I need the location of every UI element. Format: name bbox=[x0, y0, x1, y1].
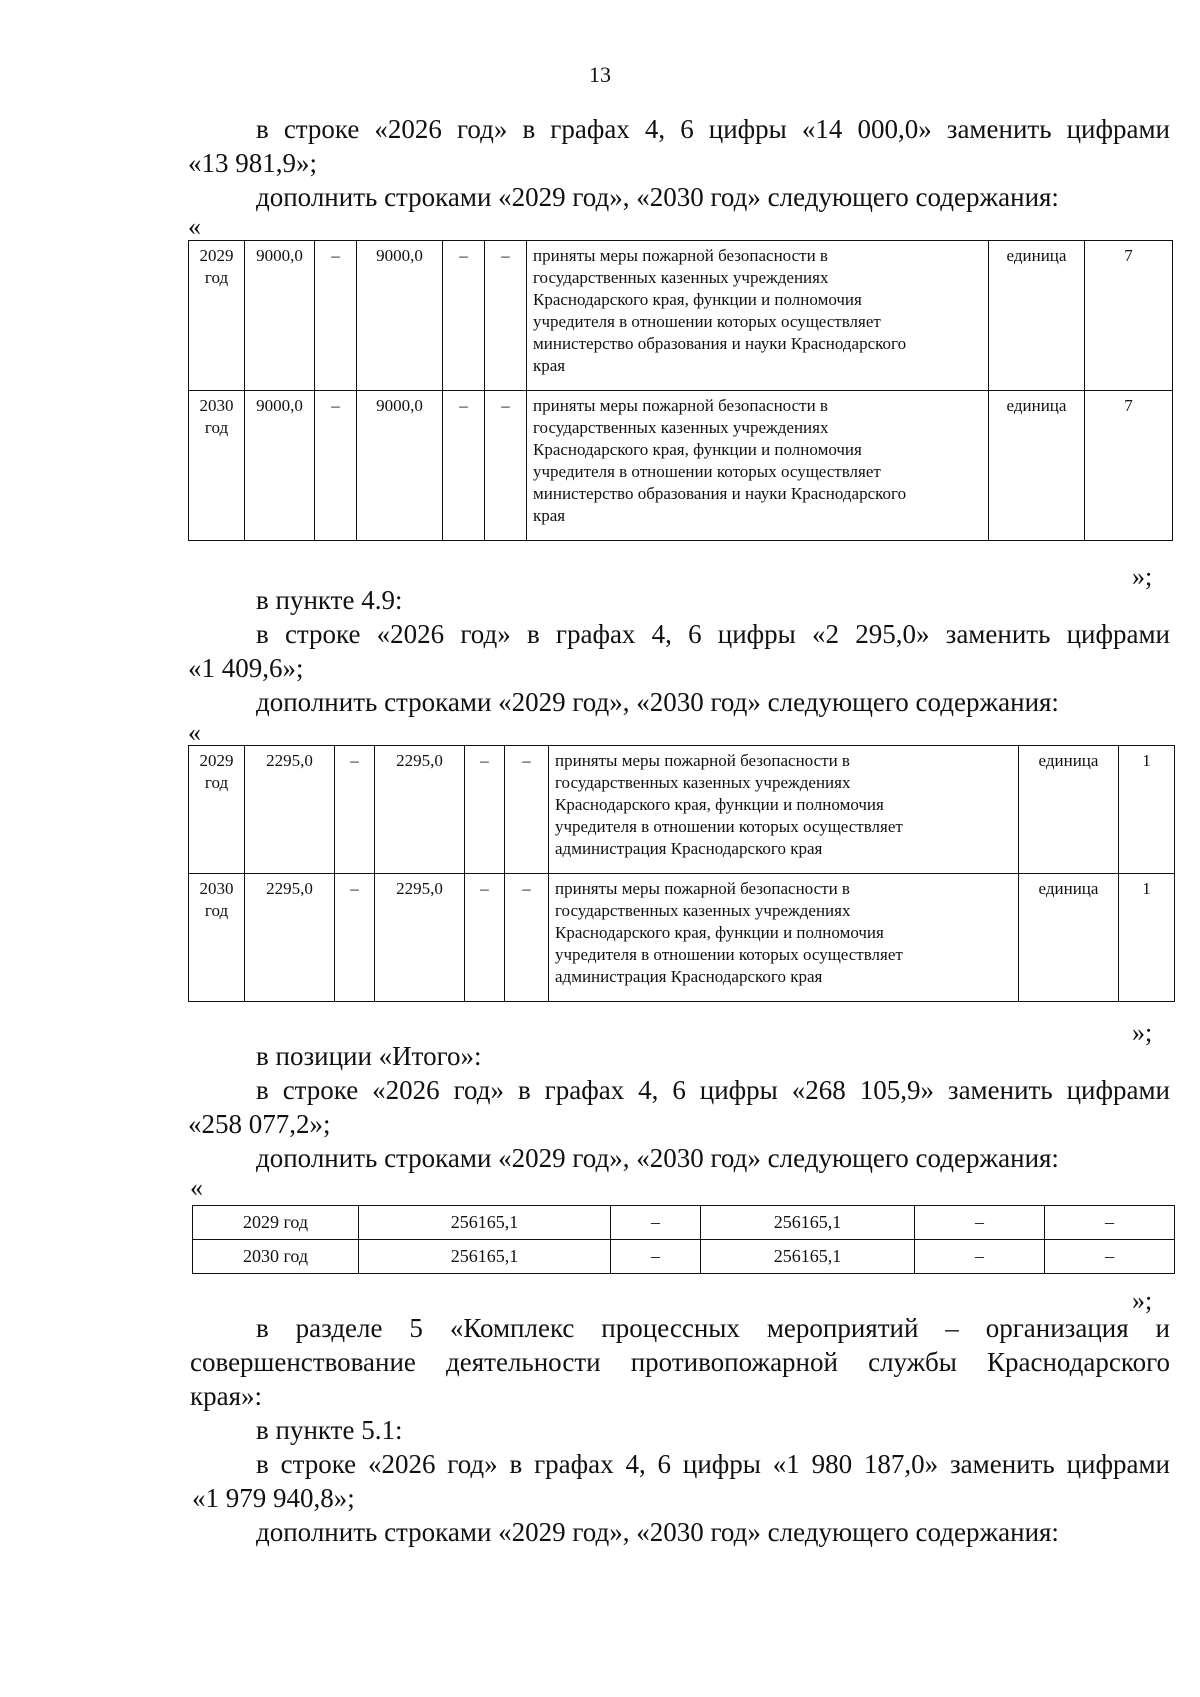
total-cell: 2295,0 bbox=[245, 746, 335, 874]
measure-cell: единица bbox=[1019, 746, 1119, 874]
cell: – bbox=[611, 1206, 701, 1240]
value-cell: 7 bbox=[1085, 391, 1173, 541]
paragraph-line: «1 409,6»; bbox=[188, 653, 304, 683]
total-cell: 2295,0 bbox=[245, 874, 335, 1002]
total-cell: 9000,0 bbox=[245, 241, 315, 391]
cell: 256165,1 bbox=[701, 1240, 915, 1274]
quote-open: « bbox=[188, 212, 201, 241]
paragraph-line: дополнить строками «2029 год», «2030 год» следующего содержания: bbox=[256, 687, 1059, 717]
table-row bbox=[189, 746, 1175, 874]
page-number: 13 bbox=[589, 62, 611, 87]
quote-close: »; bbox=[1132, 1018, 1153, 1047]
table-row bbox=[193, 1240, 1175, 1274]
paragraph-line: дополнить строками «2029 год», «2030 год» следующего содержания: bbox=[256, 1517, 1059, 1547]
value-cell: 1 bbox=[1119, 746, 1175, 874]
table-fire-safety-education bbox=[188, 240, 1173, 541]
year-cell: 2029 год bbox=[189, 746, 245, 874]
cell: 2295,0 bbox=[375, 874, 465, 1002]
table-totals bbox=[192, 1205, 1175, 1274]
measure-cell: единица bbox=[989, 391, 1085, 541]
table-row bbox=[189, 391, 1173, 541]
year-cell: 2029 год bbox=[193, 1206, 359, 1240]
cell: – bbox=[505, 746, 549, 874]
paragraph-line: «258 077,2»; bbox=[188, 1109, 331, 1139]
measure-cell: единица bbox=[1019, 874, 1119, 1002]
cell: – bbox=[505, 874, 549, 1002]
cell: – bbox=[915, 1206, 1045, 1240]
value-cell: 1 bbox=[1119, 874, 1175, 1002]
paragraph-line: «13 981,9»; bbox=[188, 148, 318, 178]
quote-close: »; bbox=[1132, 562, 1153, 591]
quote-open: « bbox=[190, 1173, 203, 1202]
paragraph-line: «1 979 940,8»; bbox=[192, 1483, 355, 1513]
cell: 256165,1 bbox=[701, 1206, 915, 1240]
year-cell: 2030 год bbox=[193, 1240, 359, 1274]
quote-open: « bbox=[188, 718, 201, 747]
paragraph-line: в строке «2026 год» в графах 4, 6 цифры «268 105,9» заменить цифрами bbox=[256, 1075, 1170, 1105]
paragraph-line: в строке «2026 год» в графах 4, 6 цифры «1 980 187,0» заменить цифрами bbox=[256, 1449, 1170, 1479]
cell: 9000,0 bbox=[357, 241, 443, 391]
year-cell: 2029 год bbox=[189, 241, 245, 391]
table-fire-safety-administration bbox=[188, 745, 1175, 1002]
cell: – bbox=[1045, 1240, 1175, 1274]
paragraph-line: в пункте 5.1: bbox=[256, 1415, 403, 1445]
cell: – bbox=[485, 391, 527, 541]
cell: 9000,0 bbox=[357, 391, 443, 541]
table-row bbox=[189, 241, 1173, 391]
description-cell: приняты меры пожарной безопасности в государственных казенных учреждениях Краснодарского края, функции и полномочия учредителя в отношении которых осуществляет администрация Краснодарского края bbox=[549, 874, 1019, 1002]
year-cell: 2030 год bbox=[189, 874, 245, 1002]
paragraph-line: в строке «2026 год» в графах 4, 6 цифры «2 295,0» заменить цифрами bbox=[256, 619, 1170, 649]
paragraph-line: в позиции «Итого»: bbox=[256, 1041, 482, 1071]
table-row bbox=[193, 1206, 1175, 1240]
value-cell: 7 bbox=[1085, 241, 1173, 391]
description-cell: приняты меры пожарной безопасности в государственных казенных учреждениях Краснодарского края, функции и полномочия учредителя в отношении которых осуществляет министерство образования и науки Краснодарского края bbox=[527, 391, 989, 541]
cell: – bbox=[443, 391, 485, 541]
cell: – bbox=[315, 391, 357, 541]
year-cell: 2030 год bbox=[189, 391, 245, 541]
total-cell: 9000,0 bbox=[245, 391, 315, 541]
cell: – bbox=[443, 241, 485, 391]
total-cell: 256165,1 bbox=[359, 1206, 611, 1240]
cell: – bbox=[465, 874, 505, 1002]
cell: – bbox=[1045, 1206, 1175, 1240]
quote-close: »; bbox=[1132, 1286, 1153, 1315]
description-cell: приняты меры пожарной безопасности в государственных казенных учреждениях Краснодарского края, функции и полномочия учредителя в отношении которых осуществляет министерство образования и науки Краснодарского края bbox=[527, 241, 989, 391]
cell: – bbox=[315, 241, 357, 391]
paragraph-line: в строке «2026 год» в графах 4, 6 цифры «14 000,0» заменить цифрами bbox=[256, 114, 1170, 144]
paragraph-line: в пункте 4.9: bbox=[256, 585, 403, 615]
cell: – bbox=[335, 746, 375, 874]
paragraph-line: дополнить строками «2029 год», «2030 год» следующего содержания: bbox=[256, 182, 1059, 212]
description-cell: приняты меры пожарной безопасности в государственных казенных учреждениях Краснодарского края, функции и полномочия учредителя в отношении которых осуществляет администрация Краснодарского края bbox=[549, 746, 1019, 874]
paragraph-line: совершенствование деятельности противопожарной службы Краснодарского bbox=[190, 1347, 1170, 1377]
cell: 2295,0 bbox=[375, 746, 465, 874]
table-row bbox=[189, 874, 1175, 1002]
cell: – bbox=[485, 241, 527, 391]
cell: – bbox=[915, 1240, 1045, 1274]
cell: – bbox=[335, 874, 375, 1002]
paragraph-line: в разделе 5 «Комплекс процессных мероприятий – организация и bbox=[256, 1313, 1170, 1343]
paragraph-line: дополнить строками «2029 год», «2030 год» следующего содержания: bbox=[256, 1143, 1059, 1173]
measure-cell: единица bbox=[989, 241, 1085, 391]
total-cell: 256165,1 bbox=[359, 1240, 611, 1274]
paragraph-line: края»: bbox=[190, 1381, 263, 1411]
cell: – bbox=[465, 746, 505, 874]
cell: – bbox=[611, 1240, 701, 1274]
